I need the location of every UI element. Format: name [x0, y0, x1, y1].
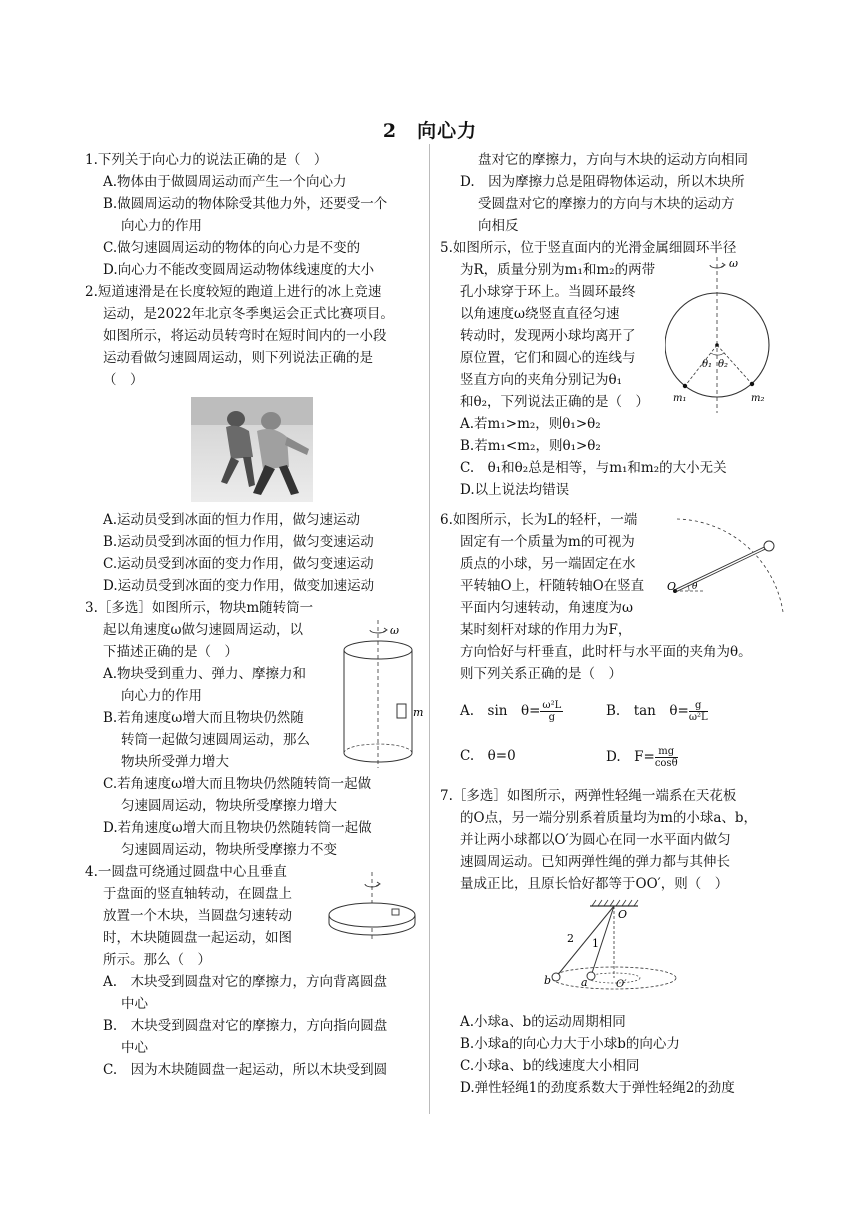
q3-option-b-cont2: 物块所受弹力增大	[121, 754, 229, 770]
q3-option-a-cont: 向心力的作用	[121, 688, 202, 704]
q1-stem: 1.下列关于向心力的说法正确的是（ ）	[85, 152, 328, 168]
page-title: 2 向心力	[382, 120, 478, 142]
q2-stem-3: 如图所示，将运动员转弯时在短时间内的一小段	[103, 328, 387, 344]
q5-m2-label: m₂	[751, 393, 765, 404]
q4-stem-4: 时，木块随圆盘一起运动，如图	[103, 930, 292, 946]
q6-option-a	[460, 700, 563, 723]
q7-Oprime-label: O′	[616, 979, 627, 990]
q5-stem-5: 转动时，发现两小球均离开了	[460, 328, 636, 344]
q6-b-denominator: ω²L	[688, 712, 708, 723]
q4-option-d-cont1: 受圆盘对它的摩擦力的方向与木块的运动方	[478, 196, 735, 212]
q2-stem-4: 运动看做匀速圆周运动，则下列说法正确的是	[103, 350, 373, 366]
q1-option-b: B.做圆周运动的物体除受其他力外，还要受一个	[103, 196, 388, 212]
q7-stem-4: 速圆周运动。已知两弹性绳的弹力都与其伸长	[460, 854, 730, 870]
q7-option-c: C.小球a、b的线速度大小相同	[460, 1058, 640, 1074]
q3-option-c-cont: 匀速圆周运动，物块所受摩擦力增大	[121, 798, 337, 814]
q3-option-b: B.若角速度ω增大而且物块仍然随	[103, 710, 304, 726]
q6-option-d	[606, 746, 678, 769]
q3-stem-1: 3.［多选］如图所示，物块m随转筒一	[85, 600, 314, 616]
q7-stem-3: 并让两小球都以O′为圆心在同一水平面内做匀	[460, 832, 731, 848]
q6-stem-4: 平转轴O上，杆随转轴O在竖直	[460, 578, 645, 594]
skater-photo	[191, 397, 313, 502]
q6-theta-label: θ	[692, 582, 698, 592]
q6-option-d-fraction	[655, 746, 678, 769]
q1-option-b-cont: 向心力的作用	[121, 218, 202, 234]
q7-rope1-label: 1	[592, 937, 599, 950]
q7-option-b: B.小球a的向心力大于小球b的向心力	[460, 1036, 680, 1052]
q6-stem-5: 平面内匀速转动，角速度为ω	[460, 600, 634, 616]
q5-option-c: C. θ₁和θ₂总是相等，与m₁和m₂的大小无关	[460, 460, 727, 476]
q6-stem-1: 6.如图所示，长为L的轻杆，一端	[440, 512, 638, 528]
q6-stem-2: 固定有一个质量为m的可视为	[460, 534, 635, 550]
q7-stem-5: 量成正比，且原长恰好都等于OO′，则（ ）	[460, 876, 729, 892]
q5-stem-7: 竖直方向的夹角分别记为θ₁	[460, 372, 623, 388]
q4-disk-figure	[325, 870, 420, 950]
q5-stem-3: 孔小球穿于环上。当圆环最终	[460, 284, 636, 300]
q6-option-b-prefix: B. tan θ=	[606, 703, 689, 719]
q7-rope2-label: 2	[567, 932, 574, 945]
q4-option-d-cont2: 向相反	[478, 218, 519, 234]
q4-option-d: D. 因为摩擦力总是阻碍物体运动，所以木块所	[460, 174, 745, 190]
q6-stem-8: 则下列关系正确的是（ ）	[460, 666, 622, 682]
q5-stem-4: 以角速度ω绕竖直直径匀速	[460, 306, 620, 322]
q4-stem-3: 放置一个木块，当圆盘匀速转动	[103, 908, 292, 924]
q5-option-b: B.若m₁<m₂，则θ₁>θ₂	[460, 438, 601, 454]
q5-m1-label: m₁	[673, 393, 687, 404]
q4-option-b: B. 木块受到圆盘对它的摩擦力，方向指向圆盘	[103, 1018, 388, 1034]
q3-cylinder-figure	[340, 618, 425, 770]
q7-option-a: A.小球a、b的运动周期相同	[460, 1014, 626, 1030]
q3-stem-3: 下描述正确的是（ ）	[103, 644, 238, 660]
q4-stem-2: 于盘面的竖直轴转动，在圆盘上	[103, 886, 292, 902]
q6-option-b	[606, 700, 708, 723]
q6-O-label: O	[667, 580, 677, 593]
q6-rod-figure	[665, 517, 790, 617]
q6-option-c: C. θ=0	[460, 748, 516, 764]
q5-option-d: D.以上说法均错误	[460, 482, 570, 498]
column-divider	[429, 144, 430, 1114]
q6-d-denominator: cosθ	[654, 758, 678, 769]
q3-m-label: m	[413, 706, 424, 719]
q2-option-d: D.运动员受到冰面的变力作用，做变加速运动	[103, 578, 375, 594]
q5-stem-8: 和θ₂，下列说法正确的是（ ）	[460, 394, 650, 410]
q4-stem-1: 4.一圆盘可绕通过圆盘中心且垂直	[85, 864, 287, 880]
q6-a-numerator: ω²L	[542, 700, 562, 711]
q3-option-b-cont1: 转筒一起做匀速圆周运动，那么	[121, 732, 310, 748]
q6-option-a-fraction	[540, 700, 563, 723]
q5-stem-6: 原位置，它们和圆心的连线与	[460, 350, 636, 366]
q1-option-c: C.做匀速圆周运动的物体的向心力是不变的	[103, 240, 361, 256]
q6-option-d-prefix: D. F=	[606, 749, 655, 765]
q6-option-a-prefix: A. sin θ=	[460, 703, 541, 719]
q5-theta1-label: θ₁	[702, 359, 713, 370]
q5-option-a: A.若m₁>m₂，则θ₁>θ₂	[460, 416, 601, 432]
q7-O-label: O	[618, 908, 628, 921]
q6-option-b-fraction	[689, 700, 708, 723]
q3-stem-2: 起以角速度ω做匀速圆周运动，以	[103, 622, 304, 638]
q3-option-a: A.物块受到重力、弹力、摩擦力和	[103, 666, 307, 682]
q4-option-a: A. 木块受到圆盘对它的摩擦力，方向背离圆盘	[103, 974, 388, 990]
q5-stem-1: 5.如图所示，位于竖直面内的光滑金属细圆环半径	[440, 240, 737, 256]
q3-option-d-cont: 匀速圆周运动，物块所受摩擦力不变	[121, 842, 337, 858]
q7-a-label: a	[581, 976, 588, 989]
q5-theta2-label: θ₂	[718, 359, 729, 370]
q3-omega-label: ω	[390, 624, 399, 637]
q7-stem-1: 7.［多选］如图所示，两弹性轻绳一端系在天花板	[440, 788, 737, 804]
q4-option-a-cont: 中心	[121, 996, 148, 1012]
q6-a-denominator: g	[548, 712, 556, 723]
q1-option-a: A.物体由于做圆周运动而产生一个向心力	[103, 174, 347, 190]
q1-option-d: D.向心力不能改变圆周运动物体线速度的大小	[103, 262, 375, 278]
q2-stem-5: （ ）	[103, 372, 144, 388]
q6-stem-3: 质点的小球，另一端固定在水	[460, 556, 636, 572]
q2-option-c: C.运动员受到冰面的变力作用，做匀变速运动	[103, 556, 374, 572]
q6-d-numerator: mg	[655, 746, 678, 758]
q2-stem-2: 运动，是2022年北京冬季奥运会正式比赛项目。	[103, 306, 394, 322]
q7-pendulum-figure	[540, 898, 690, 998]
q7-b-label: b	[544, 974, 552, 987]
q2-option-b: B.运动员受到冰面的恒力作用，做匀变速运动	[103, 534, 374, 550]
q6-b-numerator: g	[689, 700, 708, 712]
q5-ring-figure	[665, 255, 785, 415]
q6-stem-7: 方向恰好与杆垂直，此时杆与水平面的夹角为θ。	[460, 644, 752, 660]
q3-option-c: C.若角速度ω增大而且物块仍然随转筒一起做	[103, 776, 372, 792]
q4-stem-5: 所示。那么（ ）	[103, 952, 211, 968]
q4-option-c-cont: 盘对它的摩擦力，方向与木块的运动方向相同	[478, 152, 748, 168]
q6-stem-6: 某时刻杆对球的作用力为F，	[460, 622, 632, 638]
q4-option-c: C. 因为木块随圆盘一起运动，所以木块受到圆	[103, 1062, 388, 1078]
q2-stem-1: 2.短道速滑是在长度较短的跑道上进行的冰上竞速	[85, 284, 382, 300]
q3-option-d: D.若角速度ω增大而且物块仍然随转筒一起做	[103, 820, 372, 836]
q5-stem-2: 为R，质量分别为m₁和m₂的两带	[460, 262, 656, 278]
q4-option-b-cont: 中心	[121, 1040, 148, 1056]
q5-omega-label: ω	[729, 257, 738, 270]
q7-option-d: D.弹性轻绳1的劲度系数大于弹性轻绳2的劲度	[460, 1080, 735, 1096]
q7-stem-2: 的O点，另一端分别系着质量均为m的小球a、b，	[460, 810, 758, 826]
q2-option-a: A.运动员受到冰面的恒力作用，做匀速运动	[103, 512, 361, 528]
